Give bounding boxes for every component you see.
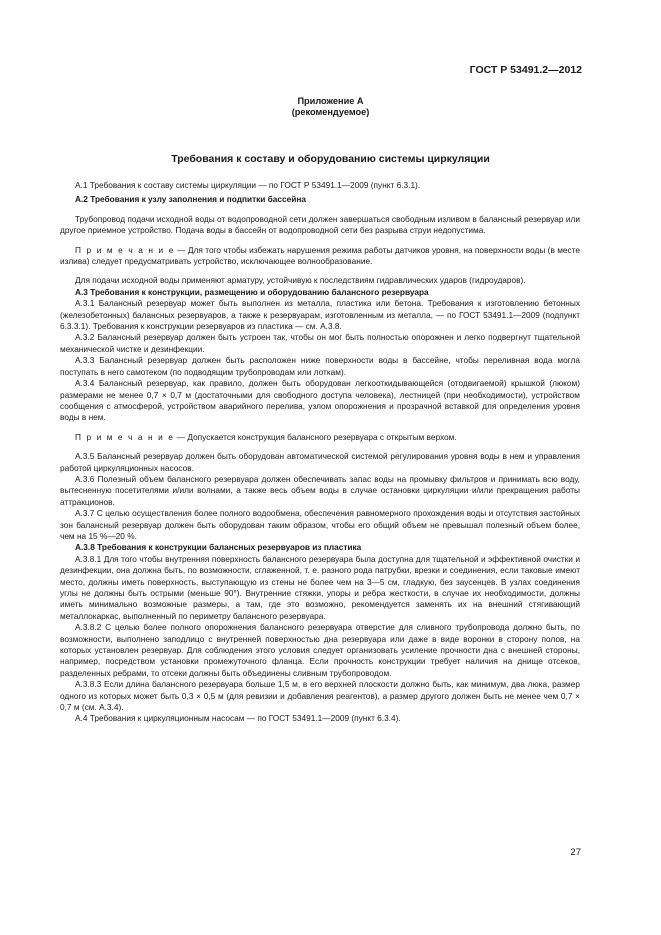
note-open-top (60, 432, 580, 443)
note-text: — Для того чтобы избежать нарушения режима работы датчиков уровня, на поверхности воды (в месте излива) следует предусматривать устройство, исключающее волнообразование. (60, 244, 580, 267)
note-label: П р и м е ч а н и е (75, 431, 175, 442)
paragraph-a3-5: А.3.5 Балансный резервуар должен быть оборудован автоматической системой регулирования уровня воды в нем и управления работой циркуляционных насосов. (60, 451, 580, 473)
note-level-sensors (60, 245, 580, 268)
paragraph-a3-8-1: А.3.8.1 Для того чтобы внутренняя поверхность балансного резервуара была доступна для тщательной и эффективной очистки и дезинфекции, она должна быть, по возможности, сглаженной, т. е. разного рода патрубки, врезки и соединения, если таковые имеют место, должны иметь поверхность, выступающую из стены не более чем на 3—5 см, гладкую, без заусенцев. В узлах соединения углы не должны быть острыми (меньше 90°). Внутренние стяжки, упоры и ребра жесткости, в случае их необходимости, должны иметь минимально возможные размеры, а там, где это возможно, рекомендуется заменять их на внешний стягивающий металлокаркас, выполненный по периметру балансного резервуара. (60, 553, 580, 621)
paragraph-water-supply: Трубопровод подачи исходной воды от водопроводной сети должен завершаться свободным изливом в балансный резервуар или другое приемное устройство. Подача воды в бассейн от водопроводной сети без разрыва струи недопустима. (60, 213, 580, 236)
paragraph-fittings: Для подачи исходной воды применяют арматуру, устойчивую к последствиям гидравлических ударов (гидроударов). (75, 275, 526, 286)
body-text (60, 180, 580, 725)
note-label: П р и м е ч а н и е (75, 244, 175, 255)
heading-a3: А.3 Требования к конструкции, размещению и оборудованию балансного резервуара (75, 286, 429, 297)
heading-a2: А.2 Требования к узлу заполнения и подпитки бассейна (75, 194, 306, 205)
paragraph-a1: А.1 Требования к составу системы циркуляции — по ГОСТ Р 53491.1—2009 (пункт 6.3.1). (75, 180, 421, 190)
note-text: — Допускается конструкция балансного резервуара с открытым верхом. (174, 431, 457, 442)
paragraph-a4: А.4 Требования к циркуляционным насосам — по ГОСТ 53491.1—2009 (пункт 6.3.4). (75, 713, 401, 724)
paragraph-a3-6: А.3.6 Полезный объем балансного резервуара должен обеспечивать запас воды на промывку фильтров и принимать всю воду, вытесненную посетителями и/или волнами, а также весь объем воды в случае остановки циркуляции и/или прекращения работы аттракционов. (60, 473, 580, 507)
paragraph-a3-8-2: А.3.8.2 С целью более полного опорожнения балансного резервуара отверстие для сливного трубопровода должно быть, по возможности, выполнено заподлицо с внутренней поверхностью дна резервуара или даже в виде воронки в сторону полов, на которых установлен резервуар. Для соблюдения этого условия следует организовать усиление прочности дна с внешней стороны, например, посредством установки промежуточного фланца. Если прочность конструкции требует наличия на днище отсеков, разделенных ребрами, то отсеки должны быть объединены сливным трубопроводом. (60, 622, 580, 678)
paragraph-a3-1: А.3.1 Балансный резервуар может быть выполнен из металла, пластика или бетона. Требования к изготовлению бетонных (железобетонных) балансных резервуаров, а также к резервуарам, изготовленным из металла, — по ГОСТ 53491.1—2009 (подпункт 6.3.3.1). Требования к конструкции резервуаров из пластика — см. А.3.8. (60, 298, 580, 332)
document-number-header: ГОСТ Р 53491.2—2012 (469, 64, 582, 76)
appendix-title: Приложение А (297, 96, 364, 106)
paragraph-a3-8-3: А.3.8.3 Если длина балансного резервуара больше 1,5 м, в его верхней плоскости должно быть, как минимум, два люка, размер одного из которых может быть 0,3 × 0,5 м (для ревизии и добавления реагентов), а размер другого должен быть не менее чем 0,7 × 0,7 м (см. А.3.4). (60, 679, 580, 713)
paragraph-a3-2: А.3.2 Балансный резервуар должен быть устроен так, чтобы он мог быть полностью опорожнен и легко подвергнут тщательной механической чистке и дезинфекции. (60, 332, 580, 354)
paragraph-a3-7: А.3.7 С целью осуществления более полного водообмена, обеспечения равномерного прохождения воды и отсутствия застойных зон балансный резервуар должен быть оборудован таким образом, чтобы его общий объем не превышал полезный объем более, чем на 15 %—20 %. (60, 508, 580, 541)
section-title: Требования к составу и оборудованию системы циркуляции (171, 153, 490, 165)
paragraph-a3-4: А.3.4 Балансный резервуар, как правило, должен быть оборудован легкооткидывающейся (отодвигаемой) крышкой (люком) размерами не менее 0,7 × 0,7 м (достаточными для свободного доступа человека), лестницей (при необходимости), устройством сообщения с атмосферой, устройством аварийного перелива, узлом опорожнения и прозрачной вставкой для определения уровня воды в нем. (60, 378, 580, 423)
appendix-subtitle: (рекомендуемое) (291, 107, 370, 117)
page-number: 27 (570, 847, 581, 858)
paragraph-a3-3: А.3.3 Балансный резервуар должен быть расположен ниже поверхности воды в бассейне, чтобы переливная вода могла поступать в него самотеком (по подводящим трубопроводам или лоткам). (60, 355, 580, 377)
heading-a3-8: А.3.8 Требования к конструкции балансных резервуаров из пластика (75, 542, 362, 553)
